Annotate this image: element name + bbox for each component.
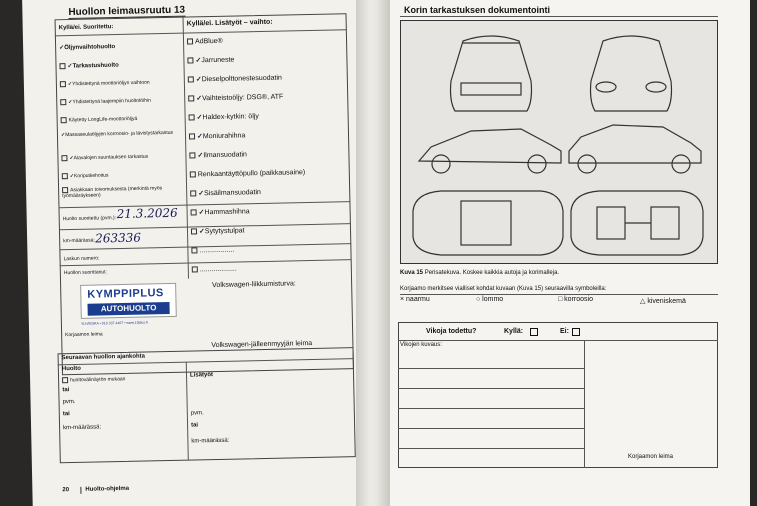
list-item: ✓Ilmansuodatin	[189, 151, 247, 160]
list-item: ✓Vaihteistoöljy: DSG®, ATF	[188, 94, 283, 104]
workshop-stamp-label: Korjaamon leima	[628, 454, 674, 460]
car-body-diagram	[400, 20, 718, 264]
list-item: ✓Tarkastushuolto	[59, 62, 118, 70]
next-service-table	[58, 347, 356, 463]
book-gutter	[356, 0, 390, 506]
defects-table	[398, 322, 718, 468]
handwritten-km: 263336	[94, 230, 142, 246]
workshop-logo: KYMPPIPLUS AUTOHUOLTO	[80, 283, 177, 319]
figure-caption: Kuva 15 Perisatekuva. Koskee kaikkia autoja ja korimalleja.	[400, 270, 560, 276]
marking-instruction: Korjaamo merkitsee vialliset kohdat kuvaan (Kuva 15) seuraavilla symboleilla:	[400, 286, 607, 292]
km-label: km-määrässä:	[63, 237, 95, 245]
or-label: tai	[62, 387, 70, 394]
next-service-col1: Huolto	[61, 365, 81, 373]
right-page-title: Korin tarkastuksen dokumentointi	[404, 5, 551, 15]
list-item: ✓Yhdistettynä laajempiin huoltotöihin	[60, 97, 151, 106]
or-label: tai	[191, 422, 199, 429]
list-item: ✓Dieselpolttonestesuodatin	[188, 75, 282, 85]
list-item: ✓Sisäilmansuodatin	[190, 189, 261, 198]
date-field: pvm.	[62, 398, 76, 406]
page-number: 20	[62, 487, 70, 494]
list-item: ✓Jarruneste	[187, 57, 234, 66]
list-item: ✓Alavalojen suuntauksen tarkastus	[61, 153, 148, 162]
next-service-interval: huoltovälinäytön mukaan	[62, 376, 125, 384]
serviced-by-label: Huollon suorittanut:	[63, 269, 108, 277]
page-footer: Huolto-ohjelma	[80, 486, 129, 494]
next-service-header: Seuraavan huollon ajankohta	[61, 353, 146, 362]
list-item: ✓Haldex-kytkin: öljy	[189, 113, 259, 122]
list-item: ✓Sytytystulpat	[191, 227, 245, 236]
list-item: ✓Moniurahihna	[189, 132, 245, 141]
car-outline-icon	[401, 21, 719, 265]
symbol-scratch: × naarmu	[400, 296, 430, 303]
symbol-dent: ○ lommo	[476, 296, 504, 303]
list-item: ✓Massaseulaöljyjen korroosio- ja lävistystarkastus	[60, 129, 174, 139]
or-label: tai	[62, 411, 70, 418]
col-right-header: Kyllä/ei. Lisätyöt – vaihto:	[186, 18, 273, 28]
workshop-stamp-label: Korjaamon leima	[65, 331, 103, 339]
handwritten-date: 21.3.2026	[116, 205, 178, 222]
next-service-col2: Lisätyöt	[189, 372, 214, 379]
right-page	[372, 0, 750, 506]
symbol-corrosion: □ korroosio	[558, 296, 593, 303]
list-item: Asiakkaan toivomuksesta (merkintä myös työmääräykseen)	[62, 185, 163, 200]
col-left-header: Kyllä/ei. Suoritettu:	[58, 24, 114, 32]
km-field: km-määrässä:	[191, 437, 230, 445]
service-date-label: Huolto suoritettu (pvm.):	[62, 215, 117, 223]
list-item: Renkaantäyttöpullo (paikkausaine)	[190, 169, 306, 179]
list-item: ...................	[192, 266, 237, 275]
list-item: Käytetty LongLife-moottoriöljyä	[61, 116, 138, 124]
list-item: ..................	[191, 247, 234, 256]
no-label: Ei:	[560, 328, 569, 335]
vw-dealer-stamp-label: Volkswagen-jälleenmyyjän leima	[211, 340, 313, 350]
left-page	[22, 0, 393, 506]
list-item: AdBlue®	[187, 38, 223, 46]
symbol-stone-chip: △ kiveniskemä	[640, 298, 686, 305]
list-item: ✓Hammashihna	[191, 208, 250, 217]
invoice-number-label: Laskun numero:	[63, 255, 100, 263]
workshop-logo-contact: YLIVIESKA • 010 337 4407 • www.10plus.fi	[80, 320, 148, 326]
list-item: ✓Öljynvaihtohuolto	[59, 44, 116, 52]
yes-checkbox[interactable]	[530, 328, 538, 336]
no-checkbox[interactable]	[572, 328, 580, 336]
list-item: ✓Koriputkehoitus	[62, 172, 109, 180]
defects-description-label: Vikojen kuvaus:	[400, 342, 442, 348]
vw-mobility-label: Volkswagen-liikkumisturva:	[212, 280, 296, 290]
defects-question: Vikoja todettu?	[426, 328, 477, 335]
date-field: pvm.	[190, 410, 204, 417]
yes-label: Kyllä:	[504, 328, 524, 335]
list-item: ✓Yhdistettynä moottoriöljyn vaihtoon	[60, 79, 150, 88]
left-page-title: Huollon leimausruutu 13	[68, 4, 186, 19]
km-field: km-määrässä:	[63, 424, 102, 432]
